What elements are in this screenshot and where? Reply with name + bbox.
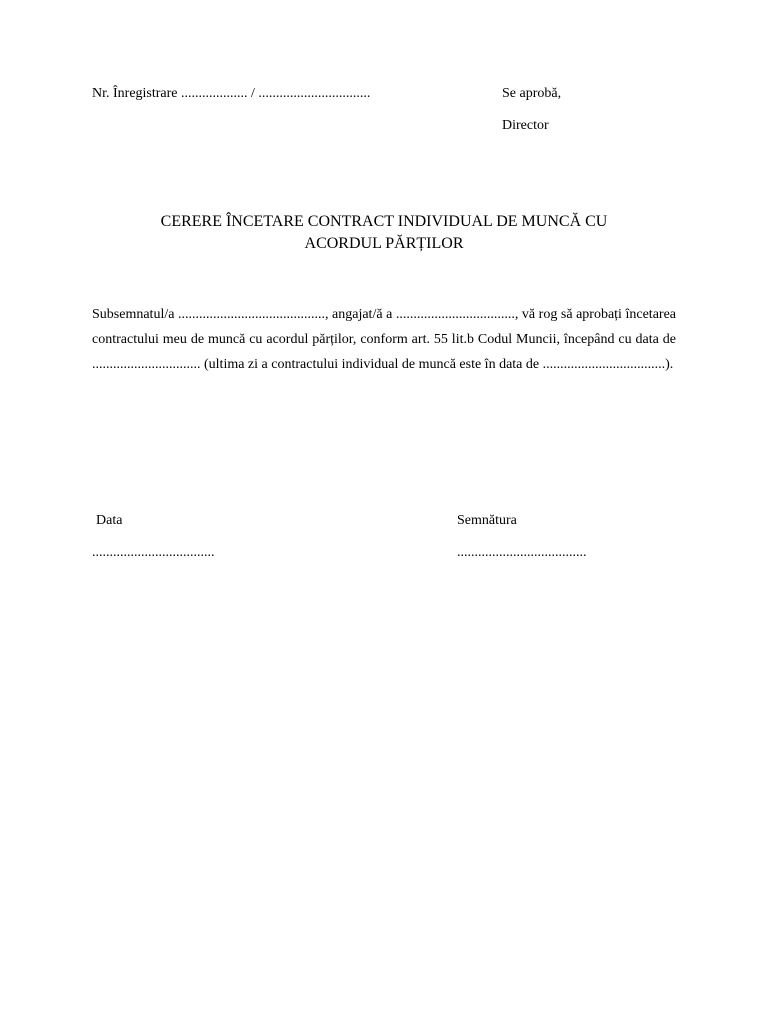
- date-blank: ...................................: [92, 545, 215, 560]
- approval-label: Se aprobă,: [502, 86, 562, 101]
- request-paragraph: Subsemnatul/a .........................................., angajat/ă a .................................., vă rog să aprobați încetarea contractului meu de muncă cu acordul părților, conform art. 55 lit.b Codul Muncii, începând cu data de ............................... (ultima zi a contractului individual de muncă este în data de ...................................).: [92, 307, 676, 372]
- document-title-line-1: CERERE ÎNCETARE CONTRACT INDIVIDUAL DE MUNCĂ CU: [160, 213, 608, 230]
- signature-blank: .....................................: [457, 545, 587, 560]
- document-title-line-2: ACORDUL PĂRȚILOR: [304, 235, 464, 252]
- date-label: Data: [96, 513, 123, 528]
- signature-label: Semnătura: [457, 513, 517, 528]
- registration-number-line: Nr. Înregistrare ................... / ................................: [92, 86, 371, 101]
- document-title: [92, 211, 676, 255]
- approver-role: Director: [502, 118, 549, 133]
